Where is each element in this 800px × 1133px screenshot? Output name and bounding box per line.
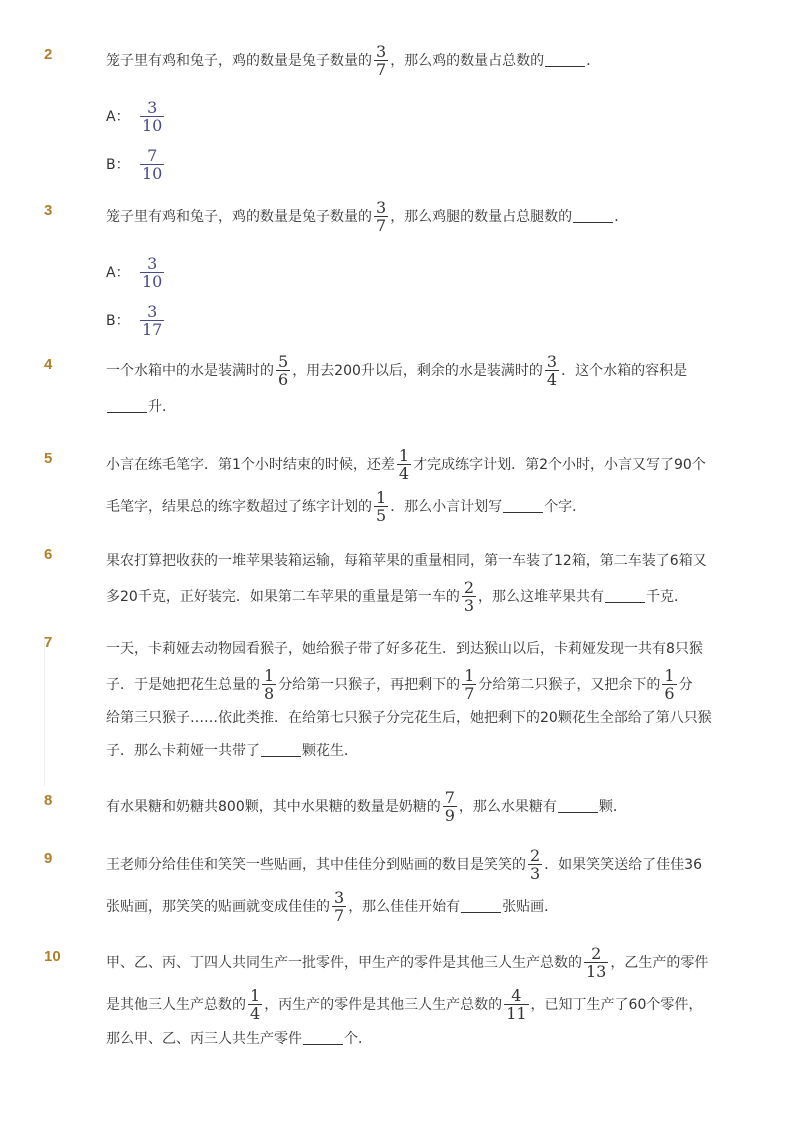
option-label: B： <box>106 313 130 329</box>
answer-blank[interactable] <box>545 54 585 67</box>
fraction-numerator: 1 <box>264 665 275 685</box>
fraction-denominator: 5 <box>376 505 387 525</box>
answer-option[interactable] <box>106 94 166 138</box>
question-text-line <box>106 844 702 884</box>
fraction <box>248 987 262 1022</box>
text-segment: ．这个水箱的容积是 <box>561 363 688 379</box>
text-segment: ，那么鸡的数量占总数的 <box>390 53 545 69</box>
fraction-numerator: 2 <box>463 577 475 597</box>
question-number: 2 <box>44 46 53 63</box>
fraction-numerator: 3 <box>147 253 158 273</box>
fraction-numerator: 3 <box>376 41 387 61</box>
text-segment: 给第三只猴子……依此类推．在给第七只猴子分完花生后，她把剩下的20颗花生全部给了第八只猴 <box>106 710 712 726</box>
fraction-denominator: 7 <box>376 215 387 235</box>
text-segment: 有水果糖和奶糖共800颗，其中水果糖的数量是奶糖的 <box>106 799 441 815</box>
question-text-line <box>106 486 586 526</box>
fraction-numerator: 1 <box>398 445 410 465</box>
answer-blank[interactable] <box>461 900 501 913</box>
fraction-denominator: 7 <box>464 683 475 703</box>
question-text-line <box>106 196 628 236</box>
text-segment: 分给第一只猴子，再把剩下的 <box>278 677 461 693</box>
text-segment: ，那么佳佳开始有 <box>348 899 461 915</box>
question-number: 9 <box>44 850 53 867</box>
text-segment: ．如果笑笑送给了佳佳36 <box>544 857 703 873</box>
question-number: 10 <box>44 948 61 965</box>
text-segment: 一天，卡莉娅去动物园看猴子，她给猴子带了好多花生．到达猴山以后，卡莉娅发现一共有8只猴 <box>106 641 703 657</box>
text-segment: ，那么水果糖有 <box>458 799 557 815</box>
fraction-denominator: 4 <box>398 463 410 483</box>
question-text-line <box>106 1018 372 1058</box>
text-segment: 颗． <box>598 799 627 815</box>
fraction-numerator: 3 <box>546 351 558 371</box>
fraction-denominator: 6 <box>278 369 289 389</box>
margin-rule <box>44 636 45 786</box>
text-segment: 张贴画． <box>502 899 559 915</box>
text-segment: 子．于是她把花生总量的 <box>106 677 260 693</box>
question-number: 7 <box>44 634 53 651</box>
text-segment: 个字． <box>544 499 587 515</box>
question-text-line <box>106 540 707 580</box>
fraction <box>374 43 388 78</box>
fraction-denominator: 3 <box>530 863 541 883</box>
fraction-numerator: 3 <box>147 97 158 117</box>
question-number: 8 <box>44 792 53 809</box>
fraction <box>140 99 164 134</box>
fraction-numerator: 4 <box>511 985 522 1005</box>
fraction-denominator: 9 <box>444 805 455 825</box>
fraction-denominator: 13 <box>586 961 607 981</box>
text-segment: 张贴画，那笑笑的贴画就变成佳佳的 <box>106 899 330 915</box>
text-segment: 多20千克，正好装完．如果第二车苹果的重量是第一车的 <box>106 589 460 605</box>
answer-blank[interactable] <box>573 210 613 223</box>
answer-option[interactable] <box>106 250 166 294</box>
answer-blank[interactable] <box>261 744 301 757</box>
question-text-line <box>106 444 706 484</box>
text-segment: 一个水箱中的水是装满时的 <box>106 363 274 379</box>
fraction-numerator: 1 <box>376 487 387 507</box>
fraction <box>397 447 411 482</box>
fraction-denominator: 4 <box>250 1003 261 1023</box>
text-segment: ，乙生产的零件 <box>610 955 709 971</box>
answer-blank[interactable] <box>107 400 147 413</box>
text-segment: ，那么这堆苹果共有 <box>478 589 605 605</box>
text-segment: 升． <box>148 399 176 415</box>
question-text-line <box>106 942 708 982</box>
text-segment: 王老师分给佳佳和笑笑一些贴画，其中佳佳分到贴画的数目是笑笑的 <box>106 857 526 873</box>
question-text-line <box>106 730 358 770</box>
text-segment: ． <box>586 53 601 69</box>
question-text-line <box>106 350 687 390</box>
text-segment: 小言在练毛笔字．第1个小时结束的时候，还差 <box>106 457 395 473</box>
text-segment: 子．那么卡莉娅一共带了 <box>106 743 260 759</box>
text-segment: 分 <box>678 677 693 693</box>
fraction-numerator: 7 <box>444 787 455 807</box>
answer-blank[interactable] <box>503 500 543 513</box>
fraction-denominator: 17 <box>142 319 163 339</box>
text-segment: ． <box>614 209 629 225</box>
fraction <box>584 945 608 980</box>
fraction <box>140 255 164 290</box>
answer-option[interactable] <box>106 298 166 342</box>
text-segment: 毛笔字，结果总的练字数超过了练字计划的 <box>106 499 372 515</box>
text-segment: ，已知丁生产了60个零件， <box>530 997 703 1013</box>
fraction <box>462 579 476 614</box>
fraction-numerator: 1 <box>250 985 261 1005</box>
fraction <box>140 303 164 338</box>
fraction <box>545 353 559 388</box>
question-number: 3 <box>44 202 53 219</box>
fraction-numerator: 3 <box>376 197 387 217</box>
fraction <box>374 199 388 234</box>
fraction-denominator: 8 <box>264 683 275 703</box>
fraction <box>276 353 290 388</box>
option-label: B： <box>106 157 130 173</box>
text-segment: 是其他三人生产总数的 <box>106 997 246 1013</box>
fraction-denominator: 7 <box>334 905 345 925</box>
text-segment: ．那么小言计划写 <box>390 499 503 515</box>
text-segment: ，用去200升以后，剩余的水是装满时的 <box>292 363 543 379</box>
fraction-denominator: 3 <box>463 595 475 615</box>
fraction <box>140 147 164 182</box>
text-segment: 个． <box>344 1031 372 1047</box>
fraction-numerator: 2 <box>530 845 541 865</box>
question-number: 6 <box>44 546 53 563</box>
text-segment: 颗花生． <box>302 743 358 759</box>
question-number: 5 <box>44 450 53 467</box>
fraction-numerator: 7 <box>147 145 158 165</box>
fraction-denominator: 7 <box>376 59 387 79</box>
fraction <box>332 889 346 924</box>
text-segment: 笼子里有鸡和兔子，鸡的数量是兔子数量的 <box>106 209 372 225</box>
fraction-denominator: 6 <box>664 683 675 703</box>
fraction <box>374 489 388 524</box>
fraction <box>528 847 542 882</box>
fraction <box>443 789 457 824</box>
text-segment: 果农打算把收获的一堆苹果装箱运输，每箱苹果的重量相同，第一车装了12箱，第二车装了6箱又 <box>106 553 707 569</box>
question-text-line <box>106 576 688 616</box>
text-segment: 千克． <box>646 589 689 605</box>
text-segment: 才完成练字计划．第2个小时，小言又写了90个 <box>413 457 706 473</box>
fraction-numerator: 5 <box>278 351 289 371</box>
fraction-denominator: 10 <box>142 115 163 135</box>
text-segment: 甲、乙、丙、丁四人共同生产一批零件，甲生产的零件是其他三人生产总数的 <box>106 955 582 971</box>
fraction-numerator: 2 <box>591 943 602 963</box>
fraction-numerator: 1 <box>464 665 475 685</box>
question-text-line <box>106 40 600 80</box>
answer-option[interactable] <box>106 142 166 186</box>
question-text-line <box>106 786 627 826</box>
text-segment: 那么甲、乙、丙三人共生产零件 <box>106 1031 302 1047</box>
fraction-numerator: 3 <box>334 887 345 907</box>
question-text-line <box>106 886 558 926</box>
fraction-denominator: 10 <box>142 271 163 291</box>
text-segment: ，那么鸡腿的数量占总腿数的 <box>390 209 573 225</box>
fraction-numerator: 3 <box>147 301 158 321</box>
option-label: A： <box>106 265 130 281</box>
text-segment: 笼子里有鸡和兔子，鸡的数量是兔子数量的 <box>106 53 372 69</box>
fraction-denominator: 10 <box>142 163 163 183</box>
option-label: A： <box>106 109 130 125</box>
fraction-denominator: 4 <box>546 369 558 389</box>
question-number: 4 <box>44 356 53 373</box>
question-text-line <box>106 628 703 668</box>
answer-blank[interactable] <box>303 1032 343 1045</box>
text-segment: ，丙生产的零件是其他三人生产总数的 <box>264 997 503 1013</box>
fraction-denominator: 11 <box>506 1003 527 1023</box>
text-segment: 分给第二只猴子，又把余下的 <box>478 677 661 693</box>
answer-blank[interactable] <box>558 800 598 813</box>
fraction <box>504 987 528 1022</box>
fraction-numerator: 1 <box>664 665 675 685</box>
question-text-line <box>106 386 176 426</box>
answer-blank[interactable] <box>605 590 645 603</box>
